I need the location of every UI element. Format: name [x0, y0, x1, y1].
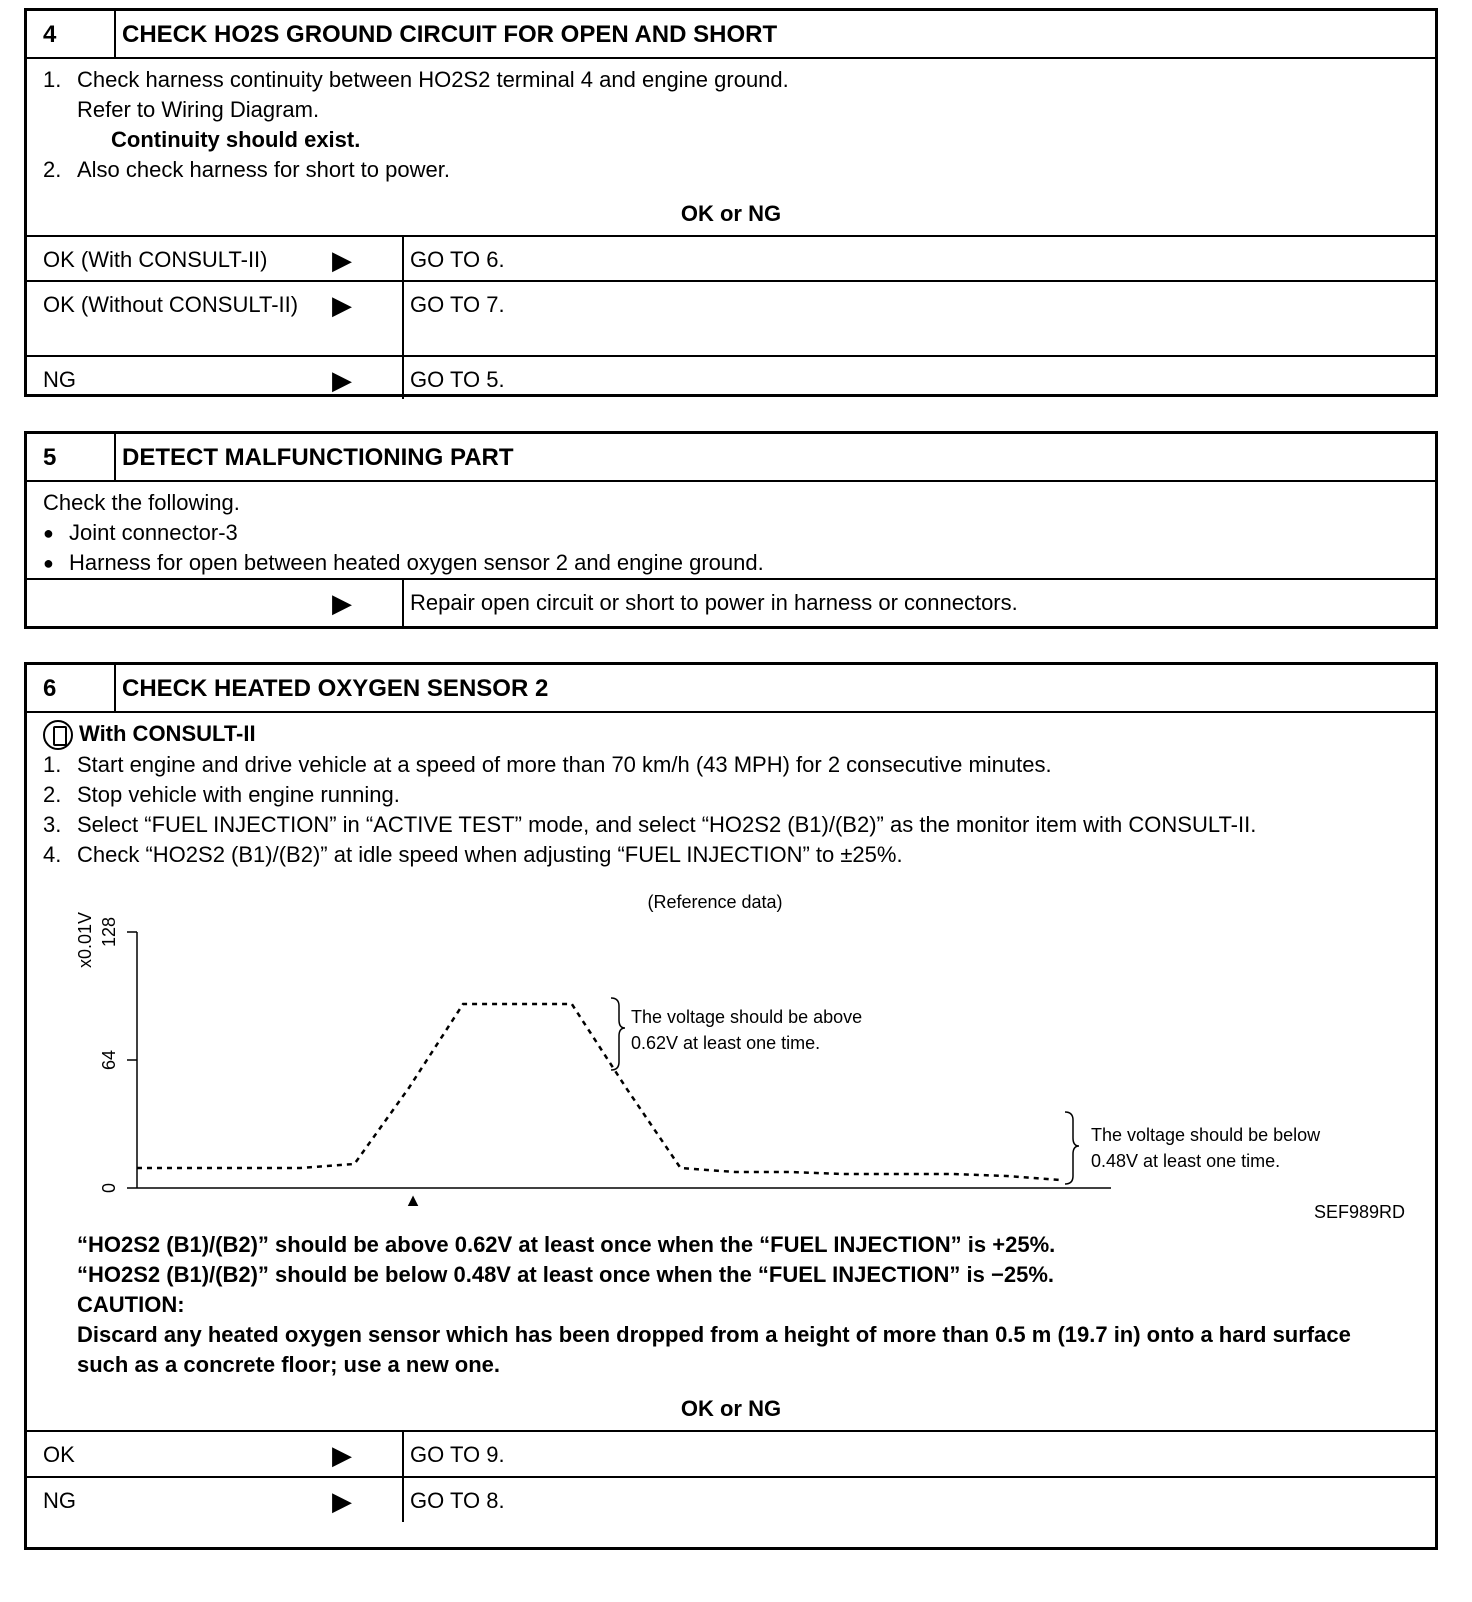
y-tick-label: 128 [99, 917, 119, 948]
step-4-box [24, 8, 1438, 397]
instruction-item: 2. Stop vehicle with engine running. [43, 782, 400, 808]
annotation-below-1: The voltage should be below [1091, 1125, 1321, 1146]
step-6-instructions [27, 713, 1435, 1430]
intro-text: Check the following. [43, 490, 240, 515]
list-item: ● Joint connector-3 [43, 520, 238, 545]
step-5-box [24, 431, 1438, 629]
arrow-right-icon: ▶ [332, 1486, 352, 1517]
instruction-item: 1. Start engine and drive vehicle at a speed of more than 70 km/h (43 MPH) for 2 consecutive minutes. [43, 752, 1052, 778]
result-action: GO TO 7. [402, 282, 1435, 355]
result-action: GO TO 8. [402, 1478, 1435, 1522]
step-number: 6 [27, 665, 116, 711]
note-above: “HO2S2 (B1)/(B2)” should be above 0.62V at least once when the “FUEL INJECTION” is +25%. [77, 1232, 1056, 1258]
step-number: 4 [27, 11, 116, 57]
ok-or-ng-label: OK or NG [680, 1396, 782, 1422]
step-4-instructions [27, 59, 1435, 235]
ok-or-ng-label: OK or NG [680, 201, 782, 226]
step-title: CHECK HEATED OXYGEN SENSOR 2 [122, 675, 549, 702]
list-item: ● Harness for open between heated oxygen sensor 2 and engine ground. [43, 550, 764, 575]
result-row: OK (With CONSULT-II) ▶ GO TO 6. [27, 235, 1435, 280]
arrow-right-icon: ▶ [332, 1440, 352, 1471]
annotation-above-1: The voltage should be above [631, 1007, 863, 1028]
result-row: NG ▶ GO TO 8. [27, 1476, 1435, 1522]
annotation-above-2: 0.62V at least one time. [631, 1033, 821, 1054]
instruction-item: 4. Check “HO2S2 (B1)/(B2)” at idle speed when adjusting “FUEL INJECTION” to ±25%. [43, 842, 903, 868]
note-below: “HO2S2 (B1)/(B2)” should be below 0.48V at least once when the “FUEL INJECTION” is −25%. [77, 1262, 1054, 1288]
caution-text: Discard any heated oxygen sensor which has been dropped from a height of more than 0.5 m (19.7 in) onto a hard surface such as a concrete floor; use a new one. [77, 1322, 1351, 1378]
series-line [137, 1004, 1061, 1180]
y-axis-label: x0.01V [75, 912, 95, 969]
step-4-header [27, 11, 1435, 59]
arrow-right-icon: ▶ [332, 588, 352, 618]
consult-tool-icon [43, 720, 73, 750]
result-action: GO TO 9. [402, 1432, 1435, 1476]
result-row: NG ▶ GO TO 5. [27, 355, 1435, 399]
result-action: GO TO 6. [402, 237, 1435, 280]
result-row: OK ▶ GO TO 9. [27, 1430, 1435, 1476]
trigger-marker-icon: ▲ [404, 1190, 422, 1211]
figure-code: SEF989RD [1313, 1202, 1405, 1223]
step-title: DETECT MALFUNCTIONING PART [122, 444, 514, 471]
arrow-right-icon: ▶ [332, 365, 352, 395]
step-number: 5 [27, 434, 116, 480]
result-action: GO TO 5. [402, 357, 1435, 399]
chart-svg [43, 870, 1423, 1230]
y-tick-label: 64 [99, 1050, 119, 1071]
arrow-right-icon: ▶ [332, 290, 352, 320]
step-5-instructions [27, 482, 1435, 578]
result-action: Repair open circuit or short to power in harness or connectors. [402, 580, 1435, 627]
consult-heading: With CONSULT-II [43, 719, 1435, 750]
instruction-item: 2. Also check harness for short to power. [43, 157, 450, 182]
instruction-ref: Refer to Wiring Diagram. [77, 97, 320, 122]
step-5-header [27, 434, 1435, 482]
caution-label: CAUTION: [77, 1292, 185, 1318]
annotation-below-2: 0.48V at least one time. [1091, 1151, 1281, 1172]
y-tick-label: 0 [99, 1183, 119, 1194]
step-6-box [24, 662, 1438, 1550]
brace [1065, 1112, 1079, 1184]
chart-title: (Reference data) [647, 892, 783, 913]
result-row [27, 578, 1435, 627]
arrow-right-icon: ▶ [332, 245, 352, 275]
step-title: CHECK HO2S GROUND CIRCUIT FOR OPEN AND SHORT [122, 21, 778, 48]
instruction-item: 1. Check harness continuity between HO2S2 terminal 4 and engine ground. [43, 67, 789, 92]
reference-chart [43, 870, 1435, 1230]
step-6-header [27, 665, 1435, 713]
instruction-note: Continuity should exist. [111, 127, 361, 152]
result-row: OK (Without CONSULT-II) ▶ GO TO 7. [27, 280, 1435, 355]
brace [611, 998, 625, 1070]
instruction-item: 3. Select “FUEL INJECTION” in “ACTIVE TEST” mode, and select “HO2S2 (B1)/(B2)” as the monitor item with CONSULT-II. [43, 812, 1257, 838]
